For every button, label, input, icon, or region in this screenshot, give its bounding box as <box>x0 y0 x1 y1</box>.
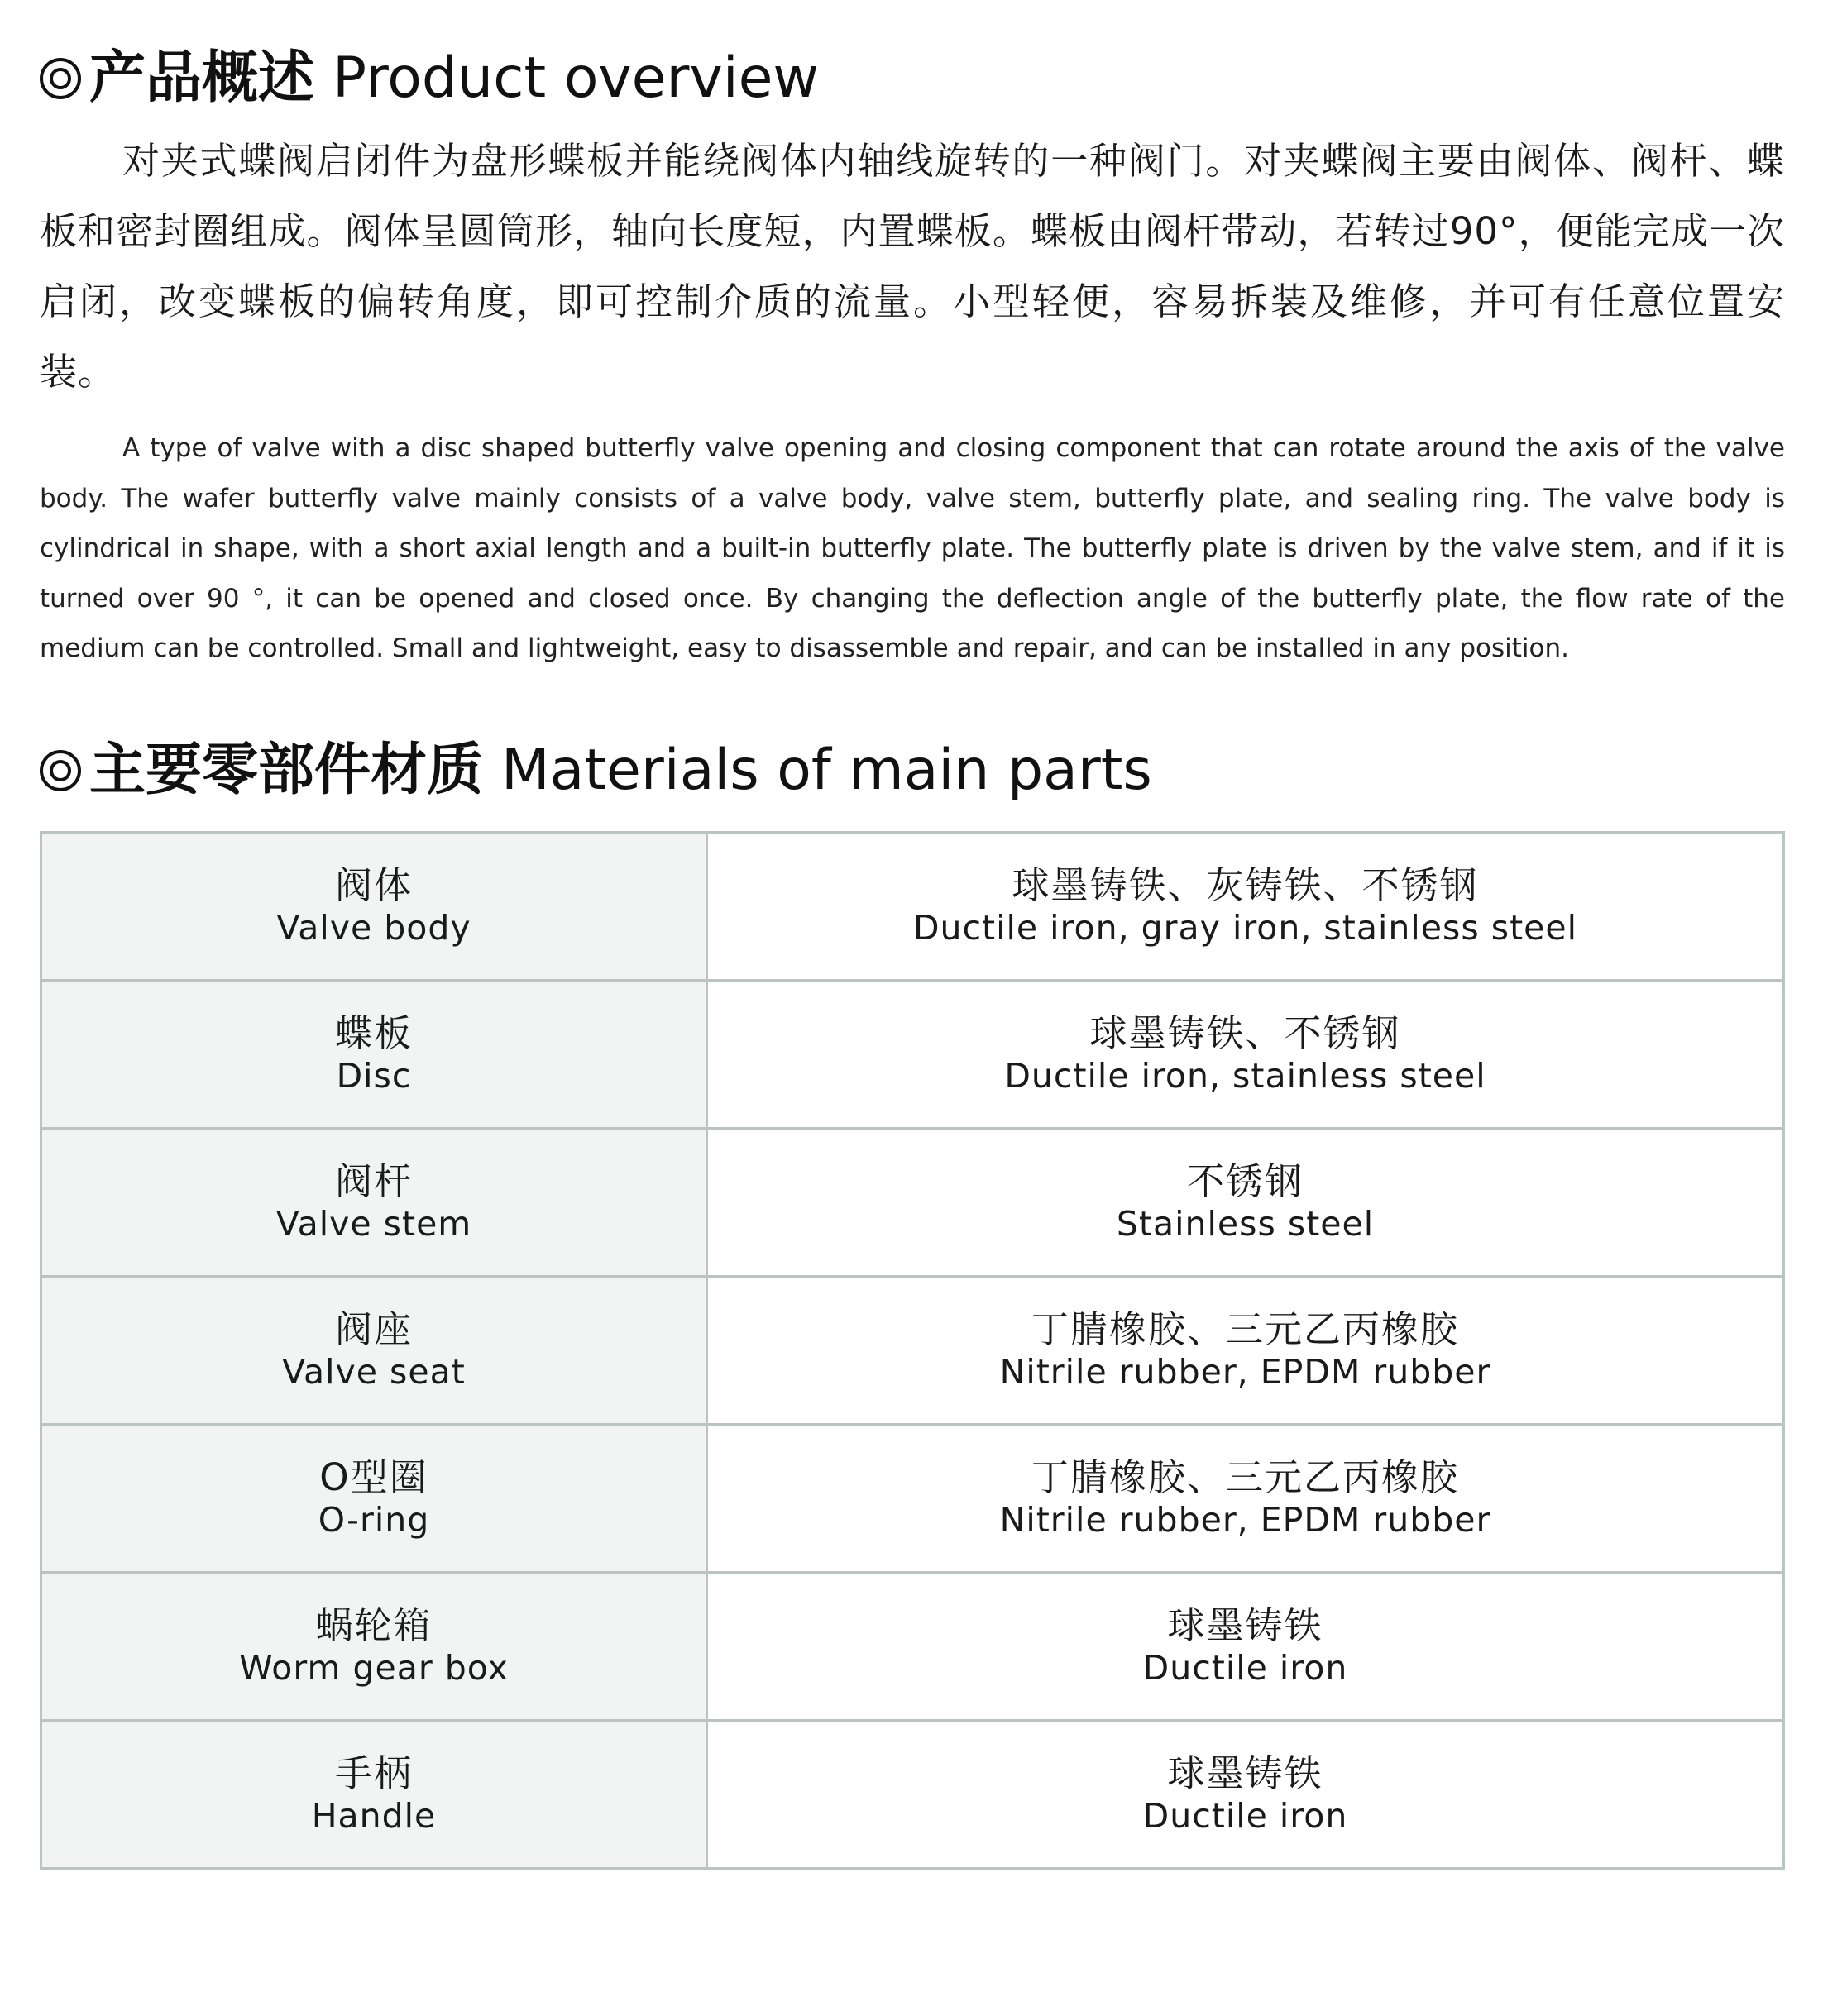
part-name-en: Handle <box>311 1795 437 1836</box>
table-row <box>41 980 1784 1128</box>
materials-heading <box>40 725 1785 816</box>
part-name-en: O-ring <box>318 1499 430 1540</box>
material-en: Nitrile rubber, EPDM rubber <box>999 1499 1491 1540</box>
part-name-cn: O型圈 <box>319 1455 428 1499</box>
material-cell <box>707 1572 1784 1720</box>
document-page <box>40 33 1785 1870</box>
material-cn: 球墨铸铁、不锈钢 <box>1089 1010 1401 1055</box>
double-circle-icon <box>40 58 81 99</box>
part-cell <box>41 832 707 980</box>
material-en: Ductile iron, gray iron, stainless steel <box>912 907 1578 948</box>
part-name-cn: 蜗轮箱 <box>315 1603 433 1647</box>
table-row <box>41 1424 1784 1572</box>
material-cn: 不锈钢 <box>1186 1158 1304 1203</box>
material-cn: 球墨铸铁 <box>1167 1603 1323 1647</box>
material-cn: 球墨铸铁 <box>1167 1751 1323 1795</box>
part-cell <box>41 1424 707 1572</box>
overview-text-en: A type of valve with a disc shaped butterfly valve opening and closing component that can rotate around the axis of the valve body. The wafer butterfly valve mainly consists of a valve body, valve stem, butterfly plate, and sealing ring. The valve body is cylindrical in shape, with a short axial length and a built-in butterfly plate. The butterfly plate is driven by the valve stem, and if it is turned over 90 °, it can be opened and closed once. By changing the deflection angle of the butterfly plate, the flow rate of the medium can be controlled. Small and lightweight, easy to disassemble and repair, and can be installed in any position. <box>40 433 1785 663</box>
material-cell <box>707 1128 1784 1276</box>
materials-title-cn: 主要零部件材质 <box>89 737 484 803</box>
overview-heading <box>40 33 1785 124</box>
part-cell <box>41 1720 707 1868</box>
material-en: Ductile iron, stainless steel <box>1004 1055 1486 1096</box>
part-cell <box>41 980 707 1128</box>
part-name-cn: 阀体 <box>334 862 413 907</box>
materials-table <box>40 831 1785 1870</box>
material-cn: 丁腈橡胶、三元乙丙橡胶 <box>1031 1455 1459 1499</box>
double-circle-icon <box>40 750 81 791</box>
part-name-cn: 手柄 <box>334 1751 413 1795</box>
material-en: Ductile iron <box>1142 1647 1348 1688</box>
material-cell <box>707 1276 1784 1424</box>
part-cell <box>41 1128 707 1276</box>
part-cell <box>41 1276 707 1424</box>
materials-title-en: Materials of main parts <box>501 737 1152 803</box>
overview-title-en: Product overview <box>333 45 820 111</box>
table-row <box>41 1572 1784 1720</box>
overview-text-cn: 对夹式蝶阀启闭件为盘形蝶板并能绕阀体内轴线旋转的一种阀门。对夹蝶阀主要由阀体、阀杆、蝶板和密封圈组成。阀体呈圆筒形，轴向长度短，内置蝶板。蝶板由阀杆带动，若转过90°，便能完成一次启闭，改变蝶板的偏转角度，即可控制介质的流量。小型轻便，容易拆装及维修，并可有任意位置安装。 <box>40 139 1785 394</box>
table-row <box>41 1720 1784 1868</box>
part-name-cn: 阀杆 <box>334 1158 413 1203</box>
part-name-cn: 蝶板 <box>334 1010 413 1055</box>
material-cell <box>707 832 1784 980</box>
part-name-en: Valve stem <box>275 1203 472 1244</box>
table-row <box>41 1128 1784 1276</box>
material-en: Nitrile rubber, EPDM rubber <box>999 1351 1491 1392</box>
part-name-en: Valve seat <box>282 1351 466 1392</box>
material-cn: 丁腈橡胶、三元乙丙橡胶 <box>1031 1307 1459 1351</box>
material-cell <box>707 1424 1784 1572</box>
material-cell <box>707 1720 1784 1868</box>
part-cell <box>41 1572 707 1720</box>
material-cn: 球墨铸铁、灰铸铁、不锈钢 <box>1012 862 1479 907</box>
material-cell <box>707 980 1784 1128</box>
part-name-en: Worm gear box <box>239 1647 509 1688</box>
material-en: Ductile iron <box>1142 1795 1348 1836</box>
table-row <box>41 832 1784 980</box>
part-name-en: Valve body <box>276 907 471 948</box>
material-en: Stainless steel <box>1116 1203 1375 1244</box>
table-row <box>41 1276 1784 1424</box>
overview-title-cn: 产品概述 <box>89 45 315 111</box>
part-name-en: Disc <box>336 1055 412 1096</box>
part-name-cn: 阀座 <box>334 1307 413 1351</box>
